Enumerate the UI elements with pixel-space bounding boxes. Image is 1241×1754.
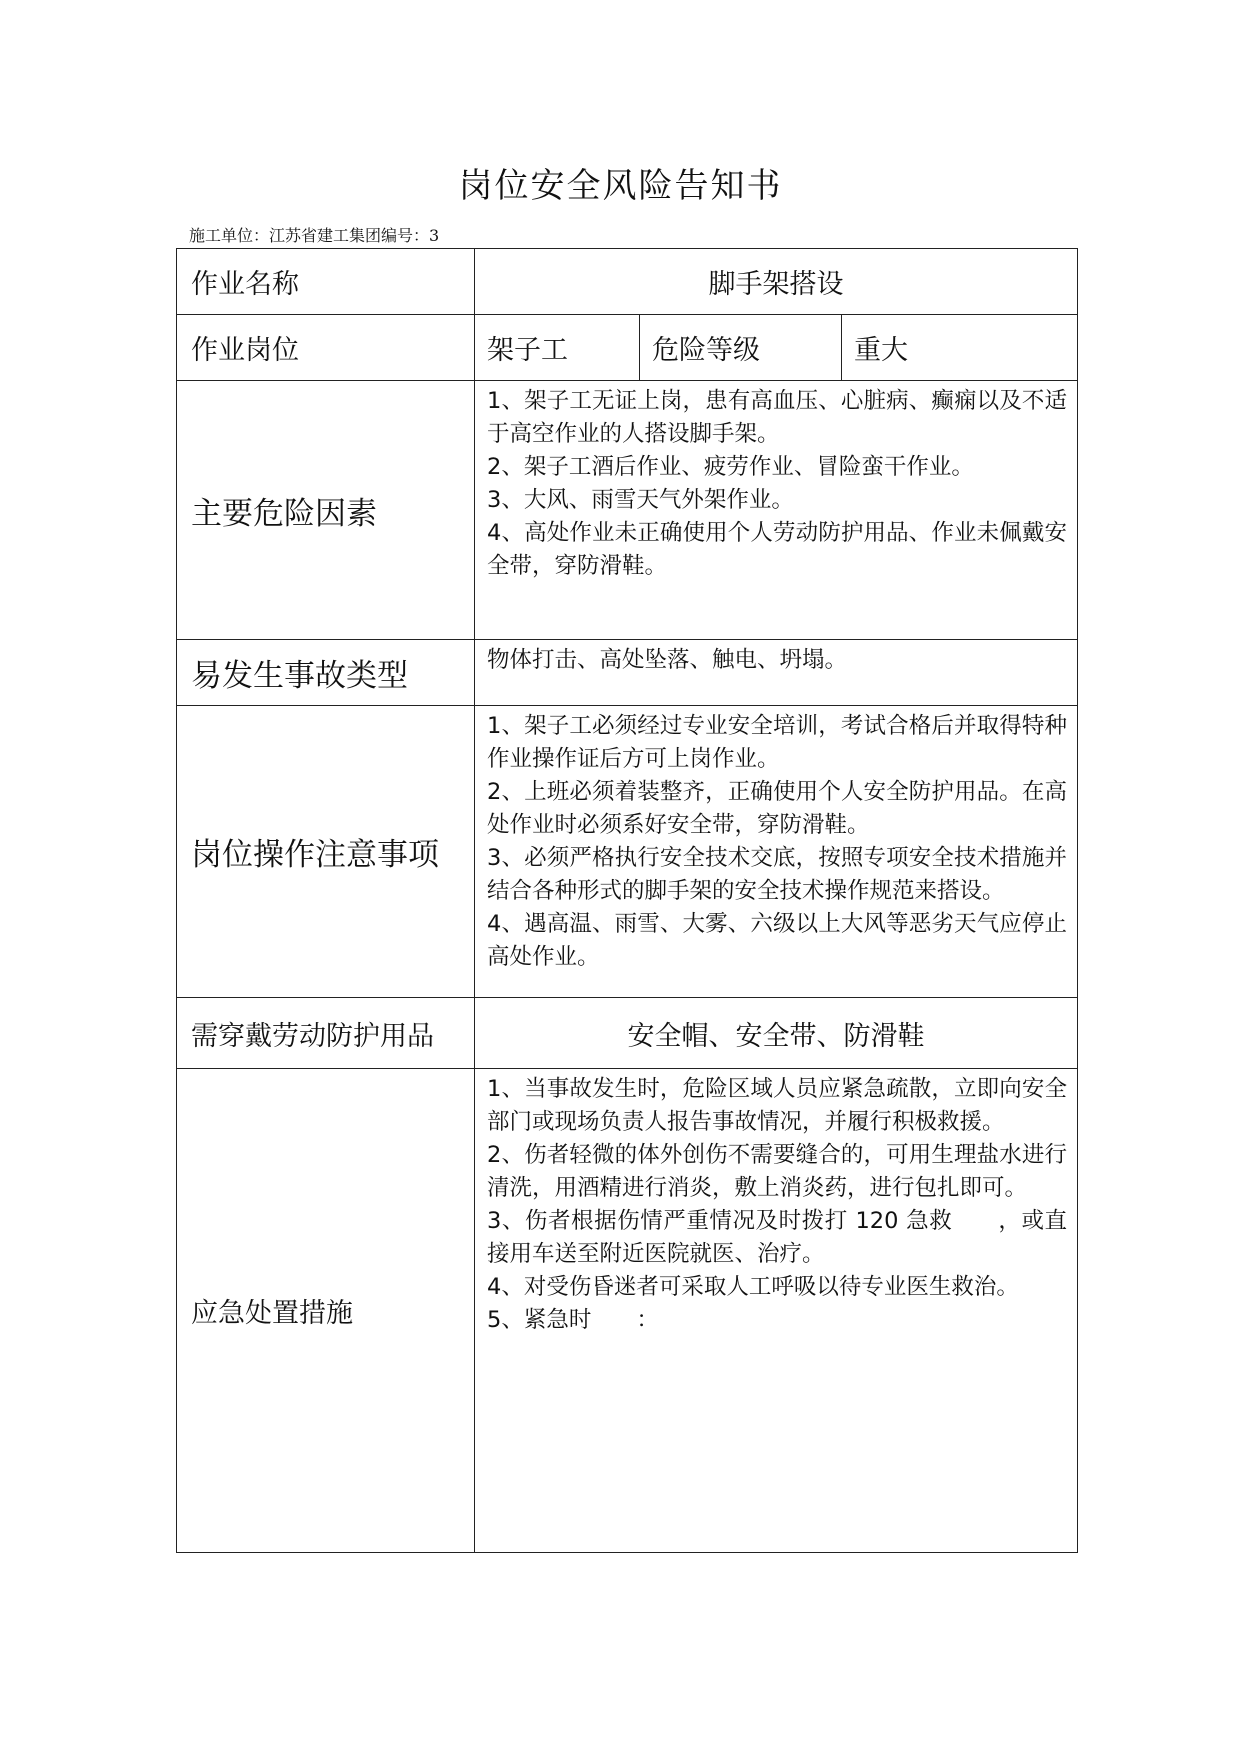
main-risk-item: 3、大风、雨雪天气外架作业。	[487, 487, 794, 513]
risk-level-value: 重大	[842, 315, 1078, 381]
emergency-item: 2、伤者轻微的体外创伤不需要缝合的，可用生理盐水进行清洗，用酒精进行消炎，敷上消炎药，进行包扎即可。	[487, 1142, 1068, 1201]
ppe-value: 安全帽、安全带、防滑鞋	[475, 998, 1078, 1069]
emergency-label: 应急处置措施	[177, 1069, 475, 1553]
accident-types-value: 物体打击、高处坠落、触电、坍塌。	[487, 647, 848, 673]
precaution-item: 1、架子工必须经过专业安全培训，考试合格后并取得特种作业操作证后方可上岗作业。	[487, 713, 1068, 772]
job-name-value: 脚手架搭设	[475, 249, 1078, 315]
accident-types-content	[475, 640, 1078, 706]
row-accident-types	[177, 640, 1078, 706]
row-precautions	[177, 706, 1078, 998]
row-job-name	[177, 249, 1078, 315]
main-risk-item: 1、架子工无证上岗，患有高血压、心脏病、癫痫以及不适于高空作业的人搭设脚手架。	[487, 388, 1068, 447]
main-risk-item: 4、高处作业未正确使用个人劳动防护用品、作业未佩戴安全带，穿防滑鞋。	[487, 520, 1068, 579]
job-name-label: 作业名称	[177, 249, 475, 315]
main-risks-content	[475, 381, 1078, 640]
precaution-item: 4、遇高温、雨雪、大雾、六级以上大风等恶劣天气应停止高处作业。	[487, 911, 1068, 970]
precautions-label: 岗位操作注意事项	[177, 706, 475, 998]
post-value: 架子工	[475, 315, 640, 381]
precautions-content	[475, 706, 1078, 998]
row-emergency	[177, 1069, 1078, 1553]
accident-types-label: 易发生事故类型	[177, 640, 475, 706]
row-post	[177, 315, 1078, 381]
document-title: 岗位安全风险告知书	[458, 166, 783, 206]
row-ppe	[177, 998, 1078, 1069]
emergency-item: 5、紧急时 ：	[487, 1307, 659, 1333]
risk-notice-table	[176, 248, 1078, 1553]
main-risk-item: 2、架子工酒后作业、疲劳作业、冒险蛮干作业。	[487, 454, 974, 480]
emergency-item: 4、对受伤昏迷者可采取人工呼吸以待专业医生救治。	[487, 1274, 1019, 1300]
row-main-risks	[177, 381, 1078, 640]
risk-level-label: 危险等级	[640, 315, 842, 381]
contractor-and-number: 施工单位：江苏省建工集团编号：3	[189, 226, 440, 245]
main-risks-label: 主要危险因素	[177, 381, 475, 640]
precaution-item: 3、必须严格执行安全技术交底，按照专项安全技术措施并结合各种形式的脚手架的安全技术操作规范来搭设。	[487, 845, 1068, 904]
emergency-item: 1、当事故发生时，危险区域人员应紧急疏散，立即向安全部门或现场负责人报告事故情况，并履行积极救援。	[487, 1076, 1068, 1135]
ppe-label: 需穿戴劳动防护用品	[177, 998, 475, 1069]
post-label: 作业岗位	[177, 315, 475, 381]
emergency-content	[475, 1069, 1078, 1553]
emergency-item: 3、伤者根据伤情严重情况及时拨打 120 急救 ，或直接用车送至附近医院就医、治疗。	[487, 1208, 1068, 1267]
precaution-item: 2、上班必须着装整齐，正确使用个人安全防护用品。在高处作业时必须系好安全带，穿防滑鞋。	[487, 779, 1068, 838]
